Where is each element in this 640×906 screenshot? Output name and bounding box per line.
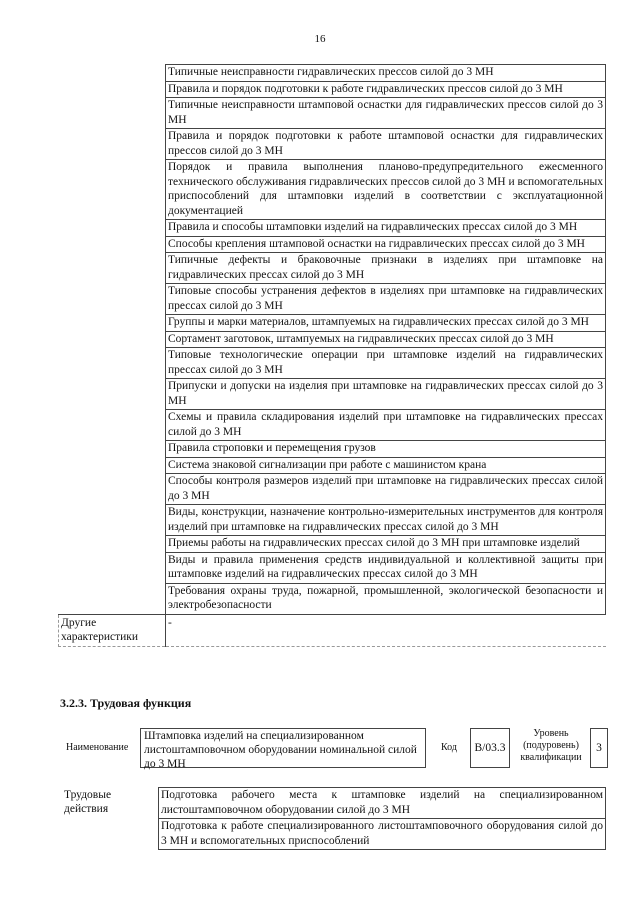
table-row xyxy=(59,65,606,82)
table-row xyxy=(59,220,606,237)
function-name-value: Штамповка изделий на специализированном листоштамповочном оборудовании номинальной силой до 3 МН xyxy=(140,728,426,768)
table-row xyxy=(59,474,606,505)
requirement-item: Правила строповки и перемещения грузов xyxy=(166,441,606,458)
row-label-cell xyxy=(59,379,166,410)
row-label-cell xyxy=(59,583,166,614)
row-label-cell xyxy=(59,236,166,253)
requirement-item: Типичные неисправности гидравлических прессов силой до 3 МН xyxy=(166,65,606,82)
table-row xyxy=(59,315,606,332)
table-row xyxy=(59,348,606,379)
table-row xyxy=(59,457,606,474)
page-number: 16 xyxy=(314,33,326,45)
requirement-item: Виды и правила применения средств индивидуальной и коллективной защиты при штамповке изделий на гидравлических прессах силой до 3 МН xyxy=(166,552,606,583)
requirement-item: Схемы и правила складирования изделий при штамповке на гидравлических прессах силой до 3 МН xyxy=(166,410,606,441)
function-name-label: Наименование xyxy=(66,742,129,753)
table-row xyxy=(59,284,606,315)
requirement-item: Группы и марки материалов, штампуемых на гидравлических прессах силой до 3 МН xyxy=(166,315,606,332)
row-label-cell xyxy=(59,505,166,536)
table-row xyxy=(59,379,606,410)
requirement-item: Система знаковой сигнализации при работе с машинистом крана xyxy=(166,457,606,474)
other-characteristics-row xyxy=(59,614,606,646)
requirement-item: Способы контроля размеров изделий при штамповке на гидравлических прессах силой до 3 МН xyxy=(166,474,606,505)
section-title: 3.2.3. Трудовая функция xyxy=(60,696,192,710)
other-characteristics-value: - xyxy=(166,614,606,646)
requirement-item: Виды, конструкции, назначение контрольно-измерительных инструментов для контроля изделий при штамповке на гидравлических прессах силой до 3 МН xyxy=(166,505,606,536)
table-row xyxy=(59,331,606,348)
row-label-cell xyxy=(59,536,166,553)
labor-function-header xyxy=(60,724,608,774)
knowledge-requirements-table xyxy=(58,64,606,647)
row-label-cell xyxy=(59,457,166,474)
requirement-item: Приемы работы на гидравлических прессах силой до 3 МН при штамповке изделий xyxy=(166,536,606,553)
row-label-cell xyxy=(59,160,166,220)
table-row xyxy=(59,236,606,253)
row-label-cell xyxy=(59,220,166,237)
other-characteristics-label: Другие характеристики xyxy=(59,614,166,646)
requirement-item: Порядок и правила выполнения планово-предупредительного ежесменного технического обслуживания гидравлических прессов силой до 3 МН и вспомогательных приспособлений для штамповки изделий в соответствии с эксплуатационной документацией xyxy=(166,160,606,220)
row-label-cell xyxy=(59,441,166,458)
requirement-item: Типовые способы устранения дефектов в изделиях при штамповке на гидравлических прессах силой до 3 МН xyxy=(166,284,606,315)
requirement-item: Требования охраны труда, пожарной, промышленной, экологической безопасности и электробезопасности xyxy=(166,583,606,614)
table-row xyxy=(59,129,606,160)
table-row xyxy=(59,552,606,583)
table-row xyxy=(59,536,606,553)
row-label-cell xyxy=(59,331,166,348)
labor-actions-table xyxy=(58,787,606,850)
row-label-cell xyxy=(59,81,166,98)
table-row xyxy=(58,788,606,819)
requirement-item: Правила и порядок подготовки к работе гидравлических прессов силой до 3 МН xyxy=(166,81,606,98)
table-row xyxy=(59,98,606,129)
labor-actions-label: Трудовые действия xyxy=(64,788,112,815)
function-code-label: Код xyxy=(441,742,457,753)
table-row xyxy=(59,160,606,220)
table-row xyxy=(59,583,606,614)
table-row xyxy=(59,81,606,98)
table-row xyxy=(59,253,606,284)
row-label-cell xyxy=(59,348,166,379)
labor-action-item: Подготовка к работе специализированного листоштамповочного оборудования силой до 3 МН и вспомогательных приспособлений xyxy=(159,819,606,850)
row-label-cell xyxy=(59,65,166,82)
requirement-item: Типовые технологические операции при штамповке изделий на гидравлических прессах силой до 3 МН xyxy=(166,348,606,379)
table-row xyxy=(59,441,606,458)
labor-action-item: Подготовка рабочего места к штамповке изделий на специализированном листоштамповочном оборудовании силой до 3 МН xyxy=(159,788,606,819)
requirement-item: Припуски и допуски на изделия при штамповке на гидравлических прессах силой до 3 МН xyxy=(166,379,606,410)
row-label-cell xyxy=(59,284,166,315)
qualification-level-value: 3 xyxy=(590,728,608,768)
row-label-cell xyxy=(59,410,166,441)
requirement-item: Правила и способы штамповки изделий на гидравлических прессах силой до 3 МН xyxy=(166,220,606,237)
requirement-item: Типичные неисправности штамповой оснастки для гидравлических прессов силой до 3 МН xyxy=(166,98,606,129)
row-label-cell xyxy=(59,552,166,583)
row-label-cell xyxy=(59,253,166,284)
row-label-cell xyxy=(59,129,166,160)
row-label-cell xyxy=(59,315,166,332)
table-row xyxy=(59,505,606,536)
requirement-item: Способы крепления штамповой оснастки на гидравлических прессах силой до 3 МН xyxy=(166,236,606,253)
row-label-cell xyxy=(59,474,166,505)
requirement-item: Типичные дефекты и браковочные признаки в изделиях при штамповке на гидравлических прессах силой до 3 МН xyxy=(166,253,606,284)
table-row xyxy=(59,410,606,441)
requirement-item: Правила и порядок подготовки к работе штамповой оснастки для гидравлических прессов силой до 3 МН xyxy=(166,129,606,160)
requirement-item: Сортамент заготовок, штампуемых на гидравлических прессах силой до 3 МН xyxy=(166,331,606,348)
qualification-level-label: Уровень (подуровень) квалификации xyxy=(520,728,582,763)
row-label-cell xyxy=(59,98,166,129)
function-code-value: B/03.3 xyxy=(470,728,510,768)
